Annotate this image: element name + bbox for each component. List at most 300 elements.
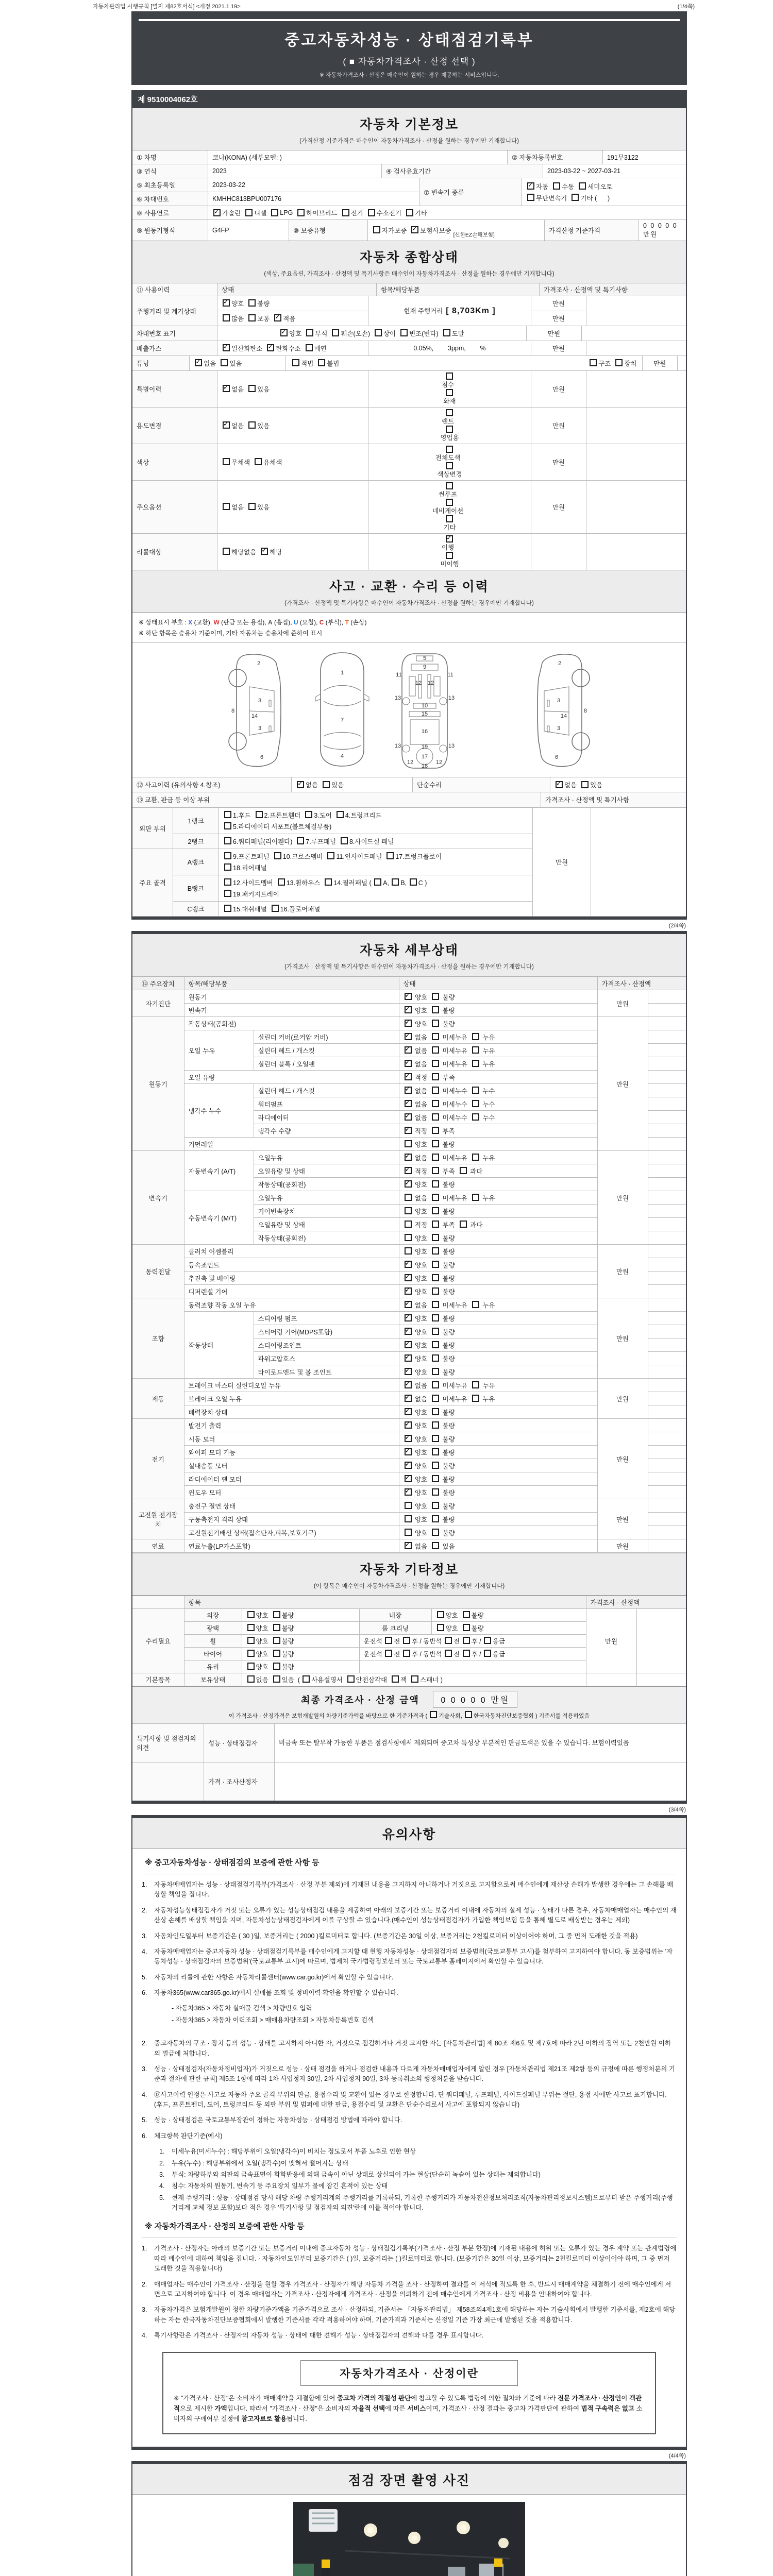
final-price-note: 이 가격조사 · 산정가격은 보험개발원의 차량기준가액을 바탕으로 한 기준가격과 ( 기술사회, 한국자동차진단보증협회 ) 기준서를 적용하였음 xyxy=(132,1711,686,1720)
section-box-2 xyxy=(131,931,687,1804)
checkbox[interactable] xyxy=(406,209,413,216)
checkbox[interactable] xyxy=(274,314,281,321)
etc-row: 타이어 양호 불량 운전석 전 후 / 동반석 전 후 / 응급 xyxy=(132,1648,686,1660)
checkbox[interactable] xyxy=(432,1247,439,1255)
checkbox[interactable] xyxy=(223,421,230,429)
checkbox[interactable] xyxy=(465,1711,472,1718)
detail-row: 등속죠인트 ✓ 양호 불량 xyxy=(132,1258,686,1272)
checkbox[interactable] xyxy=(432,1261,439,1268)
warranty-options: 자가보증 ✓보험사보증 xyxy=(372,226,451,235)
svg-text:14: 14 xyxy=(560,713,567,719)
checkbox[interactable] xyxy=(405,1221,412,1228)
checkbox[interactable] xyxy=(446,389,453,396)
svg-text:3: 3 xyxy=(258,725,262,732)
svg-text:5: 5 xyxy=(423,655,427,662)
checkbox[interactable] xyxy=(432,1140,439,1147)
checkbox[interactable] xyxy=(437,1624,444,1631)
checkbox[interactable] xyxy=(405,1515,412,1522)
checkbox[interactable] xyxy=(195,359,202,366)
checkbox[interactable] xyxy=(432,1408,439,1415)
checkbox[interactable] xyxy=(223,385,230,392)
checkbox[interactable] xyxy=(375,329,382,336)
checkbox[interactable] xyxy=(223,344,230,351)
checkbox[interactable] xyxy=(247,1663,255,1670)
checkbox[interactable] xyxy=(432,1033,439,1040)
checkbox[interactable] xyxy=(405,993,412,1000)
appraiser-opinion xyxy=(274,1762,686,1801)
checkbox[interactable] xyxy=(405,1448,412,1455)
checkbox[interactable] xyxy=(432,1354,439,1362)
checkbox[interactable] xyxy=(224,905,231,912)
checkbox[interactable] xyxy=(484,1637,491,1644)
detail-row: 구동축전지 격리 상태 양호 불량 xyxy=(132,1513,686,1526)
checkbox[interactable] xyxy=(446,515,453,522)
checkbox[interactable] xyxy=(224,811,231,818)
checkbox[interactable] xyxy=(337,811,344,818)
checkbox[interactable] xyxy=(405,1046,412,1054)
checkbox[interactable] xyxy=(221,359,228,366)
checkbox[interactable] xyxy=(261,548,268,555)
checkbox[interactable] xyxy=(306,344,313,351)
checkbox[interactable] xyxy=(405,1488,412,1496)
detail-row: 추진축 및 베어링 ✓ 양호 불량 xyxy=(132,1272,686,1285)
checkbox[interactable] xyxy=(247,1611,255,1618)
checkbox[interactable] xyxy=(443,329,450,336)
checkbox[interactable] xyxy=(405,1502,412,1509)
checkbox[interactable] xyxy=(318,359,325,366)
overall-row: 주행거리 및 계기상태 ✓양호 불량 많음 보통 ✓적음 현재 주행거리 [ 8,703Km ] 만원 만원 xyxy=(132,296,686,326)
checkbox[interactable] xyxy=(472,1381,479,1388)
exchange-header-row: ⑬ 교환, 판금 등 이상 부위 가격조사 · 산정액 및 특기사항 xyxy=(132,792,686,807)
checkbox[interactable] xyxy=(342,209,349,216)
final-price-box xyxy=(132,1686,686,1723)
checkbox[interactable] xyxy=(255,458,262,465)
checkbox[interactable] xyxy=(405,1381,412,1388)
checkbox[interactable] xyxy=(224,852,231,859)
checkbox[interactable] xyxy=(405,1341,412,1348)
checkbox[interactable] xyxy=(432,1207,439,1214)
section-box-4 xyxy=(131,2461,687,2576)
detail-row: 작동상태 스티어링 펌프 ✓ 양호 불량 xyxy=(132,1312,686,1325)
detail-row: 기어변속장치 양호 불량 xyxy=(132,1205,686,1218)
checkbox[interactable] xyxy=(430,1711,437,1718)
checkbox[interactable] xyxy=(432,1502,439,1509)
document-title: 중고자동차성능 · 상태점검기록부 xyxy=(284,32,534,49)
checkbox[interactable] xyxy=(432,1462,439,1469)
checkbox[interactable] xyxy=(325,878,332,886)
checkbox[interactable] xyxy=(437,1611,444,1618)
checkbox[interactable] xyxy=(484,1650,491,1657)
checkbox[interactable] xyxy=(392,1675,399,1683)
checkbox[interactable] xyxy=(267,344,274,351)
checkbox[interactable] xyxy=(247,1650,255,1657)
checkbox[interactable] xyxy=(405,1328,412,1335)
checkbox[interactable] xyxy=(405,1408,412,1415)
checkbox[interactable] xyxy=(472,1087,479,1094)
svg-text:13: 13 xyxy=(394,695,401,701)
transmission-options-2: 무단변속기 기타 ( ) xyxy=(526,193,610,202)
detail-row: 오일유량 및 상태 적정 부족 과다 xyxy=(132,1218,686,1231)
checkbox[interactable] xyxy=(463,1637,470,1644)
checkbox[interactable] xyxy=(432,1194,439,1201)
checkbox[interactable] xyxy=(405,1287,412,1295)
checkbox[interactable] xyxy=(405,1354,412,1362)
checkbox[interactable] xyxy=(572,194,579,201)
checkbox[interactable] xyxy=(405,1368,412,1375)
checkbox[interactable] xyxy=(386,852,394,859)
detail-row: 시동 모터 ✓ 양호 불량 xyxy=(132,1432,686,1446)
etc-table-head: 항목 가격조사 · 산정액 xyxy=(132,1596,686,1609)
checkbox[interactable] xyxy=(432,1020,439,1027)
checkbox[interactable] xyxy=(556,781,563,788)
inspection-photo-1 xyxy=(293,2502,525,2576)
checkbox[interactable] xyxy=(405,1194,412,1201)
checkbox[interactable] xyxy=(405,1127,412,1134)
detail-row: 라디에이터 팬 모터 ✓ 양호 불량 xyxy=(132,1472,686,1486)
checkbox[interactable] xyxy=(271,209,278,216)
transmission-options-1: ✓자동 수동 세미오토 xyxy=(526,182,613,191)
checkbox[interactable] xyxy=(446,482,453,489)
checkbox[interactable] xyxy=(297,209,305,216)
final-price-value: 0 0 0 0 0 만원 xyxy=(433,1691,517,1708)
checkbox[interactable] xyxy=(472,1060,479,1067)
checkbox[interactable] xyxy=(445,1650,452,1657)
detail-row: 작동상태(공회전) ✓ 양호 불량 xyxy=(132,1178,686,1191)
checkbox[interactable] xyxy=(432,1488,439,1496)
detail-row: 오일유량 및 상태 ✓ 적정 부족 과다 xyxy=(132,1164,686,1178)
checkbox[interactable] xyxy=(446,462,453,469)
checkbox[interactable] xyxy=(274,852,281,859)
checkbox[interactable] xyxy=(213,209,221,216)
detail-status-title: 자동차 세부상태 xyxy=(360,943,459,958)
checkbox[interactable] xyxy=(224,863,231,871)
checkbox[interactable] xyxy=(306,329,313,336)
checkbox[interactable] xyxy=(273,1611,280,1618)
checkbox[interactable] xyxy=(273,1624,280,1631)
checkbox[interactable] xyxy=(392,878,399,886)
checkbox[interactable] xyxy=(432,993,439,1000)
checkbox[interactable] xyxy=(347,1675,355,1683)
checkbox[interactable] xyxy=(472,1395,479,1402)
checkbox[interactable] xyxy=(405,1020,412,1027)
checkbox[interactable] xyxy=(432,1127,439,1134)
checkbox[interactable] xyxy=(405,1462,412,1469)
checkbox[interactable] xyxy=(432,1395,439,1402)
checkbox[interactable] xyxy=(432,1515,439,1522)
checkbox[interactable] xyxy=(432,1100,439,1107)
checkbox[interactable] xyxy=(278,878,285,886)
checkbox[interactable] xyxy=(405,1314,412,1321)
checkbox[interactable] xyxy=(472,1113,479,1121)
checkbox[interactable] xyxy=(405,1140,412,1147)
checkbox[interactable] xyxy=(432,1341,439,1348)
svg-text:6: 6 xyxy=(554,754,559,760)
checkbox[interactable] xyxy=(280,329,288,336)
detail-table-head: ⑭ 주요장치 항목/해당부품 상태 가격조사 · 산정액 xyxy=(132,977,686,990)
checkbox[interactable] xyxy=(248,314,256,321)
checkbox[interactable] xyxy=(432,1328,439,1335)
checkbox[interactable] xyxy=(373,226,380,233)
checkbox[interactable] xyxy=(405,1301,412,1308)
checkbox[interactable] xyxy=(332,329,339,336)
notice-list-1 xyxy=(142,1880,677,2213)
checkbox[interactable] xyxy=(223,548,230,555)
checkbox[interactable] xyxy=(405,1113,412,1121)
rank-row: 외판 부위 1랭크 1.후드 2.프론트휀더 3.도어 4.트렁크리드 5.라디에이터 서포트(볼트체결부품) 만원 xyxy=(132,808,686,834)
checkbox[interactable] xyxy=(446,372,453,380)
checkbox[interactable] xyxy=(405,1060,412,1067)
notice-item: 5. 성능 · 상태점검은 국토교통부장관이 정하는 자동차성능 · 상태점검 방법에 따라야 합니다. xyxy=(142,2116,402,2124)
checkbox[interactable] xyxy=(273,1637,280,1644)
checkbox[interactable] xyxy=(472,1100,479,1107)
first-registration-date: 2023-03-22 xyxy=(208,178,419,192)
checkbox[interactable] xyxy=(432,1287,439,1295)
checkbox[interactable] xyxy=(432,1314,439,1321)
overall-row: 색상 무채색 유채색 전체도색 색상변경 만원 xyxy=(132,444,686,480)
rank-row: 주요 골격 A랭크 9.프론트패널 10.크로스멤버 11.인사이드패널 17.트렁크플로어 18.리어패널 xyxy=(132,849,686,875)
checkbox[interactable] xyxy=(327,852,334,859)
checkbox[interactable] xyxy=(368,209,375,216)
vin: KMHHC813BPU007176 xyxy=(208,192,419,206)
checkbox[interactable] xyxy=(224,878,231,886)
svg-text:7: 7 xyxy=(340,717,344,723)
checkbox[interactable] xyxy=(432,1060,439,1067)
checkbox[interactable] xyxy=(410,878,417,886)
checkbox[interactable] xyxy=(385,1637,392,1644)
checkbox[interactable] xyxy=(460,1221,467,1228)
detail-row: 제동 브레이크 마스터 실린더오일 누유 ✓ 없음 미세누유 누유 만원 xyxy=(132,1379,686,1392)
etc-info-table xyxy=(132,1596,686,1686)
checkbox[interactable] xyxy=(446,409,453,416)
checkbox[interactable] xyxy=(273,1663,280,1670)
checkbox[interactable] xyxy=(405,1180,412,1188)
checkbox[interactable] xyxy=(248,385,256,392)
checkbox[interactable] xyxy=(432,1542,439,1549)
final-price-label: 최종 가격조사 · 산정 금액 xyxy=(301,1694,419,1705)
title-divider xyxy=(139,19,680,21)
accident-history-header: 사고 · 교환 · 수리 등 이력 (가격조사 · 산정액 및 특기사항은 매수인이 자동차가격조사 · 산정을 원하는 경우에만 기재합니다) xyxy=(132,570,686,613)
checkbox[interactable] xyxy=(223,458,230,465)
definition-title: 자동차가격조사 · 산정이란 xyxy=(300,2360,518,2386)
checkbox[interactable] xyxy=(273,1675,280,1683)
section-box-1 xyxy=(131,90,687,920)
checkbox[interactable] xyxy=(472,1194,479,1201)
checkbox[interactable] xyxy=(411,226,418,233)
checkbox[interactable] xyxy=(247,1624,255,1631)
checkbox[interactable] xyxy=(405,1033,412,1040)
checkbox[interactable] xyxy=(341,837,348,844)
checkbox[interactable] xyxy=(305,811,312,818)
detail-status-table xyxy=(132,976,686,1553)
checkbox[interactable] xyxy=(411,1675,418,1683)
checkbox[interactable] xyxy=(432,1435,439,1442)
checkbox[interactable] xyxy=(445,1637,452,1644)
checkbox[interactable] xyxy=(405,1247,412,1255)
checkbox[interactable] xyxy=(446,426,453,433)
checkbox[interactable] xyxy=(527,182,534,190)
inspector-opinion: 비금속 또는 탈부착 가능한 부품은 점검사항에서 제외되며 중고차 특성상 부분적인 판금도색은 있을 수 있습니다. 보험이력있음 xyxy=(274,1724,686,1762)
notice-item: 5. 현재 주행거리 : 성능 · 상태점검 당시 해당 차량 주행거리계의 주행거리를 기록하되, 기록한 주행거리가 자동차전산정보처리조직(자동차관리정보시스템)으로부터 받은 주행거리(주행거리계 교체 정보 포함)보다 적은 경우 '특기사항 및 점검자의 의견'란에 이를 적어야 합니다. xyxy=(159,2194,673,2211)
table-row: ③ 연식 2023 ④ 검사유효기간 2023-03-22 ~ 2027-03-21 xyxy=(132,164,686,178)
checkbox[interactable] xyxy=(405,1100,412,1107)
checkbox[interactable] xyxy=(463,1650,470,1657)
svg-text:14: 14 xyxy=(251,713,258,719)
detail-row: 윈도우 모터 ✓ 양호 불량 xyxy=(132,1486,686,1499)
overall-row: 용도변경 ✓ 없음 있음 렌트 영업용 만원 xyxy=(132,407,686,444)
svg-text:15: 15 xyxy=(421,711,428,717)
checkbox[interactable] xyxy=(256,811,263,818)
checkbox[interactable] xyxy=(224,890,231,897)
checkbox[interactable] xyxy=(405,1395,412,1402)
etc-info-title: 자동차 기타정보 xyxy=(360,1563,459,1577)
detail-row: 원동기 작동상태(공회전) ✓ 양호 불량 만원 xyxy=(132,1017,686,1030)
checkbox[interactable] xyxy=(403,1637,410,1644)
checkbox[interactable] xyxy=(446,552,453,559)
checkbox[interactable] xyxy=(432,1234,439,1241)
checkbox[interactable] xyxy=(405,1261,412,1268)
svg-text:12: 12 xyxy=(435,759,443,766)
etc-info-header: 자동차 기타정보 (이 항목은 매수인이 자동차가격조사 · 산정을 원하는 경우에만 기재합니다) xyxy=(132,1553,686,1596)
checkbox[interactable] xyxy=(432,1113,439,1121)
current-mileage: 현재 주행거리 [ 8,703Km ] xyxy=(404,307,496,315)
checkbox[interactable] xyxy=(432,1301,439,1308)
accident-history-options: ✓ 없음 있음 xyxy=(291,777,412,792)
checkbox[interactable] xyxy=(273,1650,280,1657)
etc-row: 유리 양호 불량 xyxy=(132,1660,686,1673)
checkbox[interactable] xyxy=(432,1475,439,1482)
svg-text:1: 1 xyxy=(340,670,344,676)
svg-text:3: 3 xyxy=(258,698,262,704)
checkbox[interactable] xyxy=(405,1529,412,1536)
checkbox[interactable] xyxy=(405,1274,412,1281)
notice-item: 1. 미세누유(미세누수) : 해당부위에 오일(냉각수)이 비치는 정도로서 부품 노후로 인한 현상 xyxy=(159,2148,416,2156)
svg-text:9: 9 xyxy=(423,664,427,670)
checkbox[interactable] xyxy=(432,1529,439,1536)
checkbox[interactable] xyxy=(590,359,597,366)
checkbox[interactable] xyxy=(385,1650,392,1657)
detail-row: 스티어링 기어(MDPS포함) ✓ 양호 불량 xyxy=(132,1325,686,1338)
checkbox[interactable] xyxy=(405,1207,412,1214)
checkbox[interactable] xyxy=(553,182,560,190)
checkbox[interactable] xyxy=(432,1073,439,1080)
checkbox[interactable] xyxy=(223,299,230,307)
checkbox[interactable] xyxy=(432,1046,439,1054)
checkbox[interactable] xyxy=(245,209,253,216)
legend-note-2: ※ 하단 항목은 승용차 기준이며, 기타 자동차는 승용차에 준하여 표시 xyxy=(139,630,323,637)
checkbox[interactable] xyxy=(405,1435,412,1442)
rank-row: B랭크 12.사이드멤버 13.휠하우스 14.필러패널 ( A, B, C ) 19.패키지트레이 xyxy=(132,875,686,902)
warranty-insurer: [신한EZ손해보험] xyxy=(453,232,495,238)
checkbox[interactable] xyxy=(248,503,256,510)
checkbox[interactable] xyxy=(303,1675,310,1683)
checkbox[interactable] xyxy=(292,359,299,366)
checkbox[interactable] xyxy=(432,1154,439,1161)
checkbox[interactable] xyxy=(224,837,231,844)
checkbox[interactable] xyxy=(432,1006,439,1013)
checkbox[interactable] xyxy=(446,446,453,453)
checkbox[interactable] xyxy=(223,314,230,321)
checkbox[interactable] xyxy=(405,1087,412,1094)
checkbox[interactable] xyxy=(460,1167,467,1174)
detail-row: 커먼레일 양호 불량 xyxy=(132,1138,686,1151)
checkbox[interactable] xyxy=(432,1381,439,1388)
checkbox[interactable] xyxy=(432,1274,439,1281)
checkbox[interactable] xyxy=(247,1675,255,1683)
checkbox[interactable] xyxy=(405,1167,412,1174)
checkbox[interactable] xyxy=(432,1167,439,1174)
detail-row: 수동변속기 (M/T) 오일누유 없음 미세누유 누유 xyxy=(132,1191,686,1205)
svg-text:6: 6 xyxy=(260,754,264,760)
checkbox[interactable] xyxy=(323,781,330,788)
checkbox[interactable] xyxy=(374,878,381,886)
checkbox[interactable] xyxy=(615,359,623,366)
checkbox[interactable] xyxy=(405,1154,412,1161)
checkbox[interactable] xyxy=(400,329,408,336)
checkbox[interactable] xyxy=(272,905,279,912)
checkbox[interactable] xyxy=(432,1421,439,1429)
checkbox[interactable] xyxy=(247,1637,255,1644)
checkbox[interactable] xyxy=(405,1421,412,1429)
etc-row: 광택 양호 불량 룸 크리닝 양호 불량 xyxy=(132,1622,686,1635)
checkbox[interactable] xyxy=(472,1154,479,1161)
checkbox[interactable] xyxy=(405,1542,412,1549)
checkbox[interactable] xyxy=(432,1087,439,1094)
notice-item: 3. 자동차인도일부터 보증기간은 ( 30 )일, 보증거리는 ( 2000 )킬로미터로 합니다. (보증기간은 30일 이상, 보증거리는 2천킬로미터 이상이어야 하며, 그 중 먼저 도래한 것을 적용) xyxy=(142,1932,638,1940)
fuel-options: ✓ 가솔린 디젤 LPG 하이브리드 전기 수소전기 기타 xyxy=(208,206,686,219)
checkbox[interactable] xyxy=(248,421,256,429)
checkbox[interactable] xyxy=(223,503,230,510)
checkbox[interactable] xyxy=(527,194,534,201)
svg-text:4: 4 xyxy=(340,753,344,759)
checkbox[interactable] xyxy=(472,1033,479,1040)
checkbox[interactable] xyxy=(581,781,589,788)
checkbox[interactable] xyxy=(405,1073,412,1080)
checkbox[interactable] xyxy=(432,1368,439,1375)
checkbox[interactable] xyxy=(297,781,304,788)
checkbox[interactable] xyxy=(463,1611,470,1618)
checkbox[interactable] xyxy=(405,1234,412,1241)
checkbox[interactable] xyxy=(297,837,304,844)
checkbox[interactable] xyxy=(248,299,256,307)
rank-row: C랭크 15.대쉬패널 16.플로어패널 xyxy=(132,902,686,917)
checkbox[interactable] xyxy=(446,499,453,506)
notice-item: 6. 자동차365(www.car365.go.kr)에서 실매물 조회 및 정비이력 확인을 확인할 수 있습니다. xyxy=(142,1989,398,1996)
notice-item: 3. 성능 · 상태점검자(자동차정비업자)가 거짓으로 성능 · 상태 점검을 하거나 점검한 내용과 다르게 자동차매매업자에게 알린 경우 [자동차관리법 제21조 제2항 등의 규정에 따른 행정처분의 기준과 절차에 관한 규칙] 제5조 1항에 따라 1차 사업정지 30일, 2차 사업정지 90일, 3차 등록취소의 행정처분을 받습니다. xyxy=(142,2065,675,2083)
detail-row: 고전원전기배선 상태(접속단자,피복,보호기구) 양호 불량 xyxy=(132,1526,686,1539)
checkbox[interactable] xyxy=(224,822,231,829)
detail-row: 작동상태(공회전) 양호 불량 xyxy=(132,1231,686,1245)
checkbox[interactable] xyxy=(432,1221,439,1228)
detail-row: 실내송풍 모터 ✓ 양호 불량 xyxy=(132,1459,686,1472)
notice-item: 2. 누유(누수) : 해당부위에서 오일(냉각수)이 맺혀서 떨어지는 상태 xyxy=(159,2159,348,2167)
checkbox[interactable] xyxy=(405,1006,412,1013)
checkbox[interactable] xyxy=(463,1624,470,1631)
checkbox[interactable] xyxy=(403,1650,410,1657)
checkbox[interactable] xyxy=(405,1475,412,1482)
svg-text:17: 17 xyxy=(421,754,428,760)
checkbox[interactable] xyxy=(446,535,453,543)
checkbox[interactable] xyxy=(472,1301,479,1308)
notice-item: 2. 중고자동차의 구조 · 장치 등의 성능 · 상태를 고지하지 아니한 자, 거짓으로 점검하거나 거짓 고지한 자는 [자동차관리법] 제 80조 제6호 및 제7호에 따라 2년 이하의 징역 또는 2천만원 이하의 벌금에 처합니다. xyxy=(142,2040,671,2057)
registration-number: 191무3122 xyxy=(602,150,686,164)
overall-row: 차대번호 표기 ✓ 양호 부식 훼손(오손) 상이 변조(변타) 도말 만원 xyxy=(132,326,686,341)
law-reference-note: 자동차관리법 시행규칙 [별지 제82호서식] <개정 2021.1.19> xyxy=(93,4,241,10)
checkbox[interactable] xyxy=(432,1448,439,1455)
checkbox[interactable] xyxy=(579,182,586,190)
detail-row: 변속기 자동변속기 (A/T) 오일누유 ✓ 없음 미세누유 누유 만원 xyxy=(132,1151,686,1164)
checkbox[interactable] xyxy=(472,1046,479,1054)
checkbox[interactable] xyxy=(432,1180,439,1188)
